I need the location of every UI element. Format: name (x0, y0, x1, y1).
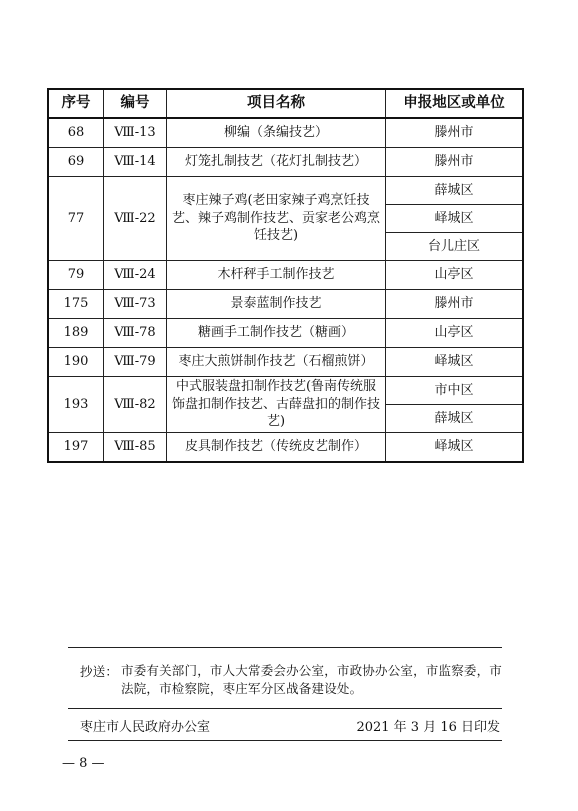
row-code: Ⅷ-82 (104, 377, 167, 433)
row-project-name: 皮具制作技艺（传统皮艺制作） (167, 433, 386, 462)
table-header-row (49, 90, 523, 119)
table-row (49, 118, 523, 148)
header-name: 项目名称 (167, 90, 386, 119)
row-unit: 峄城区 (386, 433, 523, 462)
table-row (49, 290, 523, 319)
table-row (49, 177, 523, 205)
footer-bottom-divider (68, 740, 502, 741)
cc-recipients: 市委有关部门，市人大常委会办公室，市政协办公室，市监察委，市法院，市检察院，枣庄军分区战备建设处。 (121, 663, 503, 696)
row-project-name: 景泰蓝制作技艺 (167, 290, 386, 319)
row-unit: 市中区 (386, 377, 523, 405)
issue-date: 2021 年 3 月 16 日印发 (356, 720, 500, 735)
row-unit: 滕州市 (386, 118, 523, 148)
row-seq: 69 (49, 148, 104, 177)
row-code: Ⅷ-85 (104, 433, 167, 462)
cc-label: 抄送： (80, 664, 119, 679)
row-seq: 175 (49, 290, 104, 319)
issuing-office: 枣庄市人民政府办公室 (80, 720, 211, 735)
heritage-project-table (48, 89, 523, 462)
header-unit: 申报地区或单位 (386, 90, 523, 119)
row-unit: 滕州市 (386, 148, 523, 177)
row-unit: 滕州市 (386, 290, 523, 319)
row-seq: 190 (49, 348, 104, 377)
row-project-name: 枣庄辣子鸡(老田家辣子鸡烹饪技艺、辣子鸡制作技艺、贡家老公鸡烹饪技艺) (167, 177, 386, 261)
table-row (49, 433, 523, 462)
row-seq: 68 (49, 118, 104, 148)
row-code: Ⅷ-79 (104, 348, 167, 377)
row-unit: 薛城区 (386, 405, 523, 433)
row-code: Ⅷ-24 (104, 261, 167, 290)
header-seq: 序号 (49, 90, 104, 119)
row-seq: 197 (49, 433, 104, 462)
table-row (49, 377, 523, 405)
row-code: Ⅷ-78 (104, 319, 167, 348)
page-number: — 8 — (62, 756, 105, 771)
row-seq: 77 (49, 177, 104, 261)
row-project-name: 柳编（条编技艺） (167, 118, 386, 148)
row-code: Ⅷ-73 (104, 290, 167, 319)
row-project-name: 糖画手工制作技艺（糖画） (167, 319, 386, 348)
table-row (49, 348, 523, 377)
row-project-name: 枣庄大煎饼制作技艺（石榴煎饼） (167, 348, 386, 377)
row-code: Ⅷ-13 (104, 118, 167, 148)
footer-top-divider (68, 647, 502, 648)
table-row (49, 319, 523, 348)
table-row (49, 148, 523, 177)
row-unit: 台儿庄区 (386, 233, 523, 261)
row-project-name: 灯笼扎制技艺（花灯扎制技艺） (167, 148, 386, 177)
row-unit: 峄城区 (386, 205, 523, 233)
row-project-name: 中式服装盘扣制作技艺(鲁南传统服饰盘扣制作技艺、古薛盘扣的制作技艺) (167, 377, 386, 433)
footer-middle-divider (68, 708, 502, 709)
header-code: 编号 (104, 90, 167, 119)
row-seq: 79 (49, 261, 104, 290)
row-unit: 薛城区 (386, 177, 523, 205)
row-seq: 193 (49, 377, 104, 433)
row-unit: 山亭区 (386, 261, 523, 290)
row-code: Ⅷ-22 (104, 177, 167, 261)
row-unit: 峄城区 (386, 348, 523, 377)
row-seq: 189 (49, 319, 104, 348)
row-project-name: 木杆秤手工制作技艺 (167, 261, 386, 290)
row-code: Ⅷ-14 (104, 148, 167, 177)
row-unit: 山亭区 (386, 319, 523, 348)
table-row (49, 261, 523, 290)
